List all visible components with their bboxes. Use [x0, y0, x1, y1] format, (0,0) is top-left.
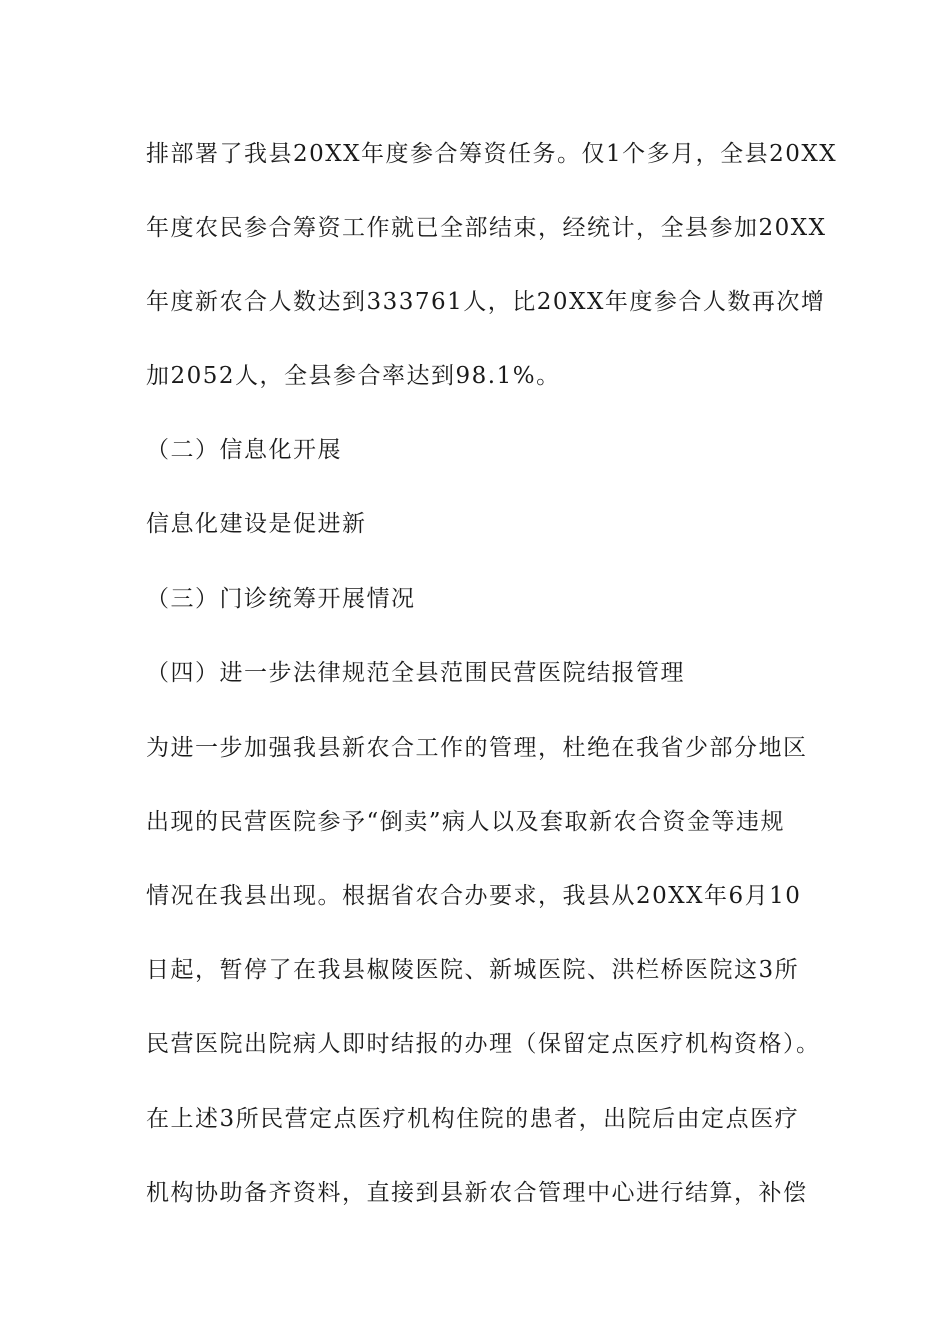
text-line: 机构协助备齐资料，直接到县新农合管理中心进行结算，补偿	[146, 1180, 808, 1206]
text-line: 出现的民营医院参予“倒卖”病人以及套取新农合资金等违规	[146, 809, 786, 835]
text-line: 年度农民参合筹资工作就已全部结束，经统计，全县参加20XX	[146, 215, 827, 241]
text-line: 信息化建设是促进新	[146, 511, 367, 537]
text-line: 加2052人，全县参合率达到98.1%。	[146, 363, 561, 389]
section-heading: （二）信息化开展	[146, 437, 342, 463]
text-line: 在上述3所民营定点医疗机构住院的患者，出院后由定点医疗	[146, 1106, 800, 1132]
text-line: 日起，暂停了在我县椒陵医院、新城医院、洪栏桥医院这3所	[146, 957, 800, 983]
text-line: 民营医院出院病人即时结报的办理（保留定点医疗机构资格）。	[146, 1031, 821, 1057]
text-line: 情况在我县出现。根据省农合办要求，我县从20XX年6月10	[146, 883, 802, 909]
text-line: 排部署了我县20XX年度参合筹资任务。仅1个多月，全县20XX	[146, 141, 838, 167]
text-line: 为进一步加强我县新农合工作的管理，杜绝在我省少部分地区	[146, 735, 808, 761]
text-line: 年度新农合人数达到333761人，比20XX年度参合人数再次增	[146, 289, 826, 315]
section-heading: （三）门诊统筹开展情况	[146, 586, 416, 612]
section-heading: （四）进一步法律规范全县范围民营医院结报管理	[146, 660, 685, 686]
